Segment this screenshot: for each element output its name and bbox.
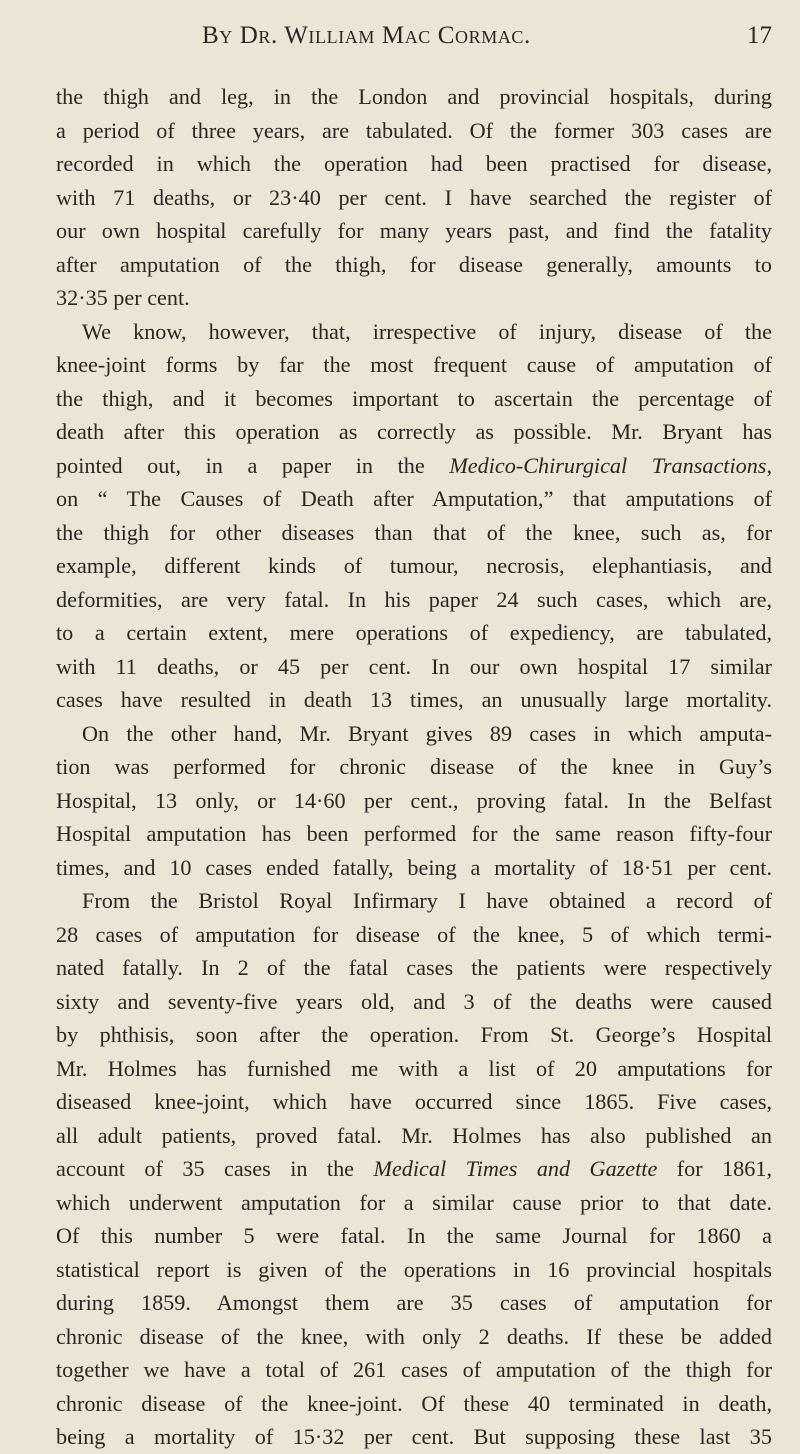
text-line: on “ The Causes of Death after Amputation,” that amputations of	[56, 486, 772, 511]
text-line: during 1859. Amongst them are 35 cases of amputation for	[56, 1290, 772, 1315]
text-line: deformities, are very fatal. In his paper 24 such cases, which are,	[56, 586, 772, 612]
text-line: knee-joint forms by far the most frequent cause of amputation of	[56, 352, 772, 377]
text-line: together we have a total of 261 cases of amputation of the thigh for	[56, 1357, 772, 1382]
text-line: the thigh for other diseases than that of the knee, such as, for	[56, 519, 772, 545]
text-line: times, and 10 cases ended fatally, being a mortality of 18·51 per cent.	[56, 854, 772, 880]
italic-title: Medico-Chirurgical Transactions	[449, 452, 767, 478]
text-line: being a mortality of 15·32 per cent. But supposing these last 35	[56, 1424, 772, 1449]
page-header	[52, 22, 772, 62]
text-line: Hospital, 13 only, or 14·60 per cent., proving fatal. In the Belfast	[56, 787, 772, 813]
text-line: with 11 deaths, or 45 per cent. In our own hospital 17 similar	[56, 653, 772, 679]
text-line: nated fatally. In 2 of the fatal cases the patients were respectively	[56, 955, 772, 980]
text-line: which underwent amputation for a similar cause prior to that date.	[56, 1189, 772, 1215]
paragraph-first-line: We know, however, that, irrespective of injury, disease of the	[82, 318, 772, 344]
body-text	[56, 80, 772, 1454]
text-line: the thigh and leg, in the London and provincial hospitals, during	[56, 84, 772, 109]
text-line: account of 35 cases in the Medical Times and Gazette for 1861,	[56, 1156, 772, 1181]
text-line: a period of three years, are tabulated. Of the former 303 cases are	[56, 117, 772, 143]
text-line: statistical report is given of the operations in 16 provincial hospitals	[56, 1256, 772, 1282]
text-line: chronic disease of the knee, with only 2 deaths. If these be added	[56, 1323, 772, 1349]
italic-title: Medical Times and Gazette	[373, 1156, 658, 1181]
text-line: to a certain extent, mere operations of expediency, are tabulated,	[56, 620, 772, 645]
text-line: the thigh, and it becomes important to ascertain the percentage of	[56, 385, 772, 411]
text-line: cases have resulted in death 13 times, an unusually large mortality.	[56, 687, 772, 712]
text-line: sixty and seventy-five years old, and 3 of the deaths were caused	[56, 988, 772, 1014]
running-title: By Dr. William Mac Cormac.	[202, 22, 531, 49]
page-number: 17	[747, 22, 772, 49]
text-line: example, different kinds of tumour, necrosis, elephantiasis, and	[56, 553, 772, 578]
text-line: tion was performed for chronic disease of the knee in Guy’s	[56, 754, 772, 779]
text-line: Hospital amputation has been performed for the same reason fifty-four	[56, 821, 772, 846]
text-line: Of this number 5 were fatal. In the same Journal for 1860 a	[56, 1223, 772, 1248]
text-line: our own hospital carefully for many years past, and find the fatality	[56, 218, 772, 243]
text-line: diseased knee-joint, which have occurred since 1865. Five cases,	[56, 1089, 772, 1114]
text-line: Mr. Holmes has furnished me with a list of 20 amputations for	[56, 1055, 772, 1081]
text-line: chronic disease of the knee-joint. Of these 40 terminated in death,	[56, 1390, 772, 1416]
text-line: with 71 deaths, or 23·40 per cent. I have searched the register of	[56, 184, 772, 210]
text-line: by phthisis, soon after the operation. From St. George’s Hospital	[56, 1022, 772, 1047]
text-line: 28 cases of amputation for disease of the knee, 5 of which termi-	[56, 921, 772, 947]
text-line: death after this operation as correctly as possible. Mr. Bryant has	[56, 419, 772, 444]
text-line: pointed out, in a paper in the Medico-Chirurgical Transactions,	[56, 452, 772, 478]
text-line: all adult patients, proved fatal. Mr. Holmes has also published an	[56, 1122, 772, 1148]
text-line: On the other hand, Mr. Bryant gives 89 cases in which amputa-	[82, 720, 772, 746]
text-line: 32·35 per cent.	[56, 285, 190, 310]
text-line: From the Bristol Royal Infirmary I have obtained a record of	[82, 888, 772, 913]
text-line: after amputation of the thigh, for disease generally, amounts to	[56, 251, 772, 277]
text-line: recorded in which the operation had been practised for disease,	[56, 151, 772, 176]
